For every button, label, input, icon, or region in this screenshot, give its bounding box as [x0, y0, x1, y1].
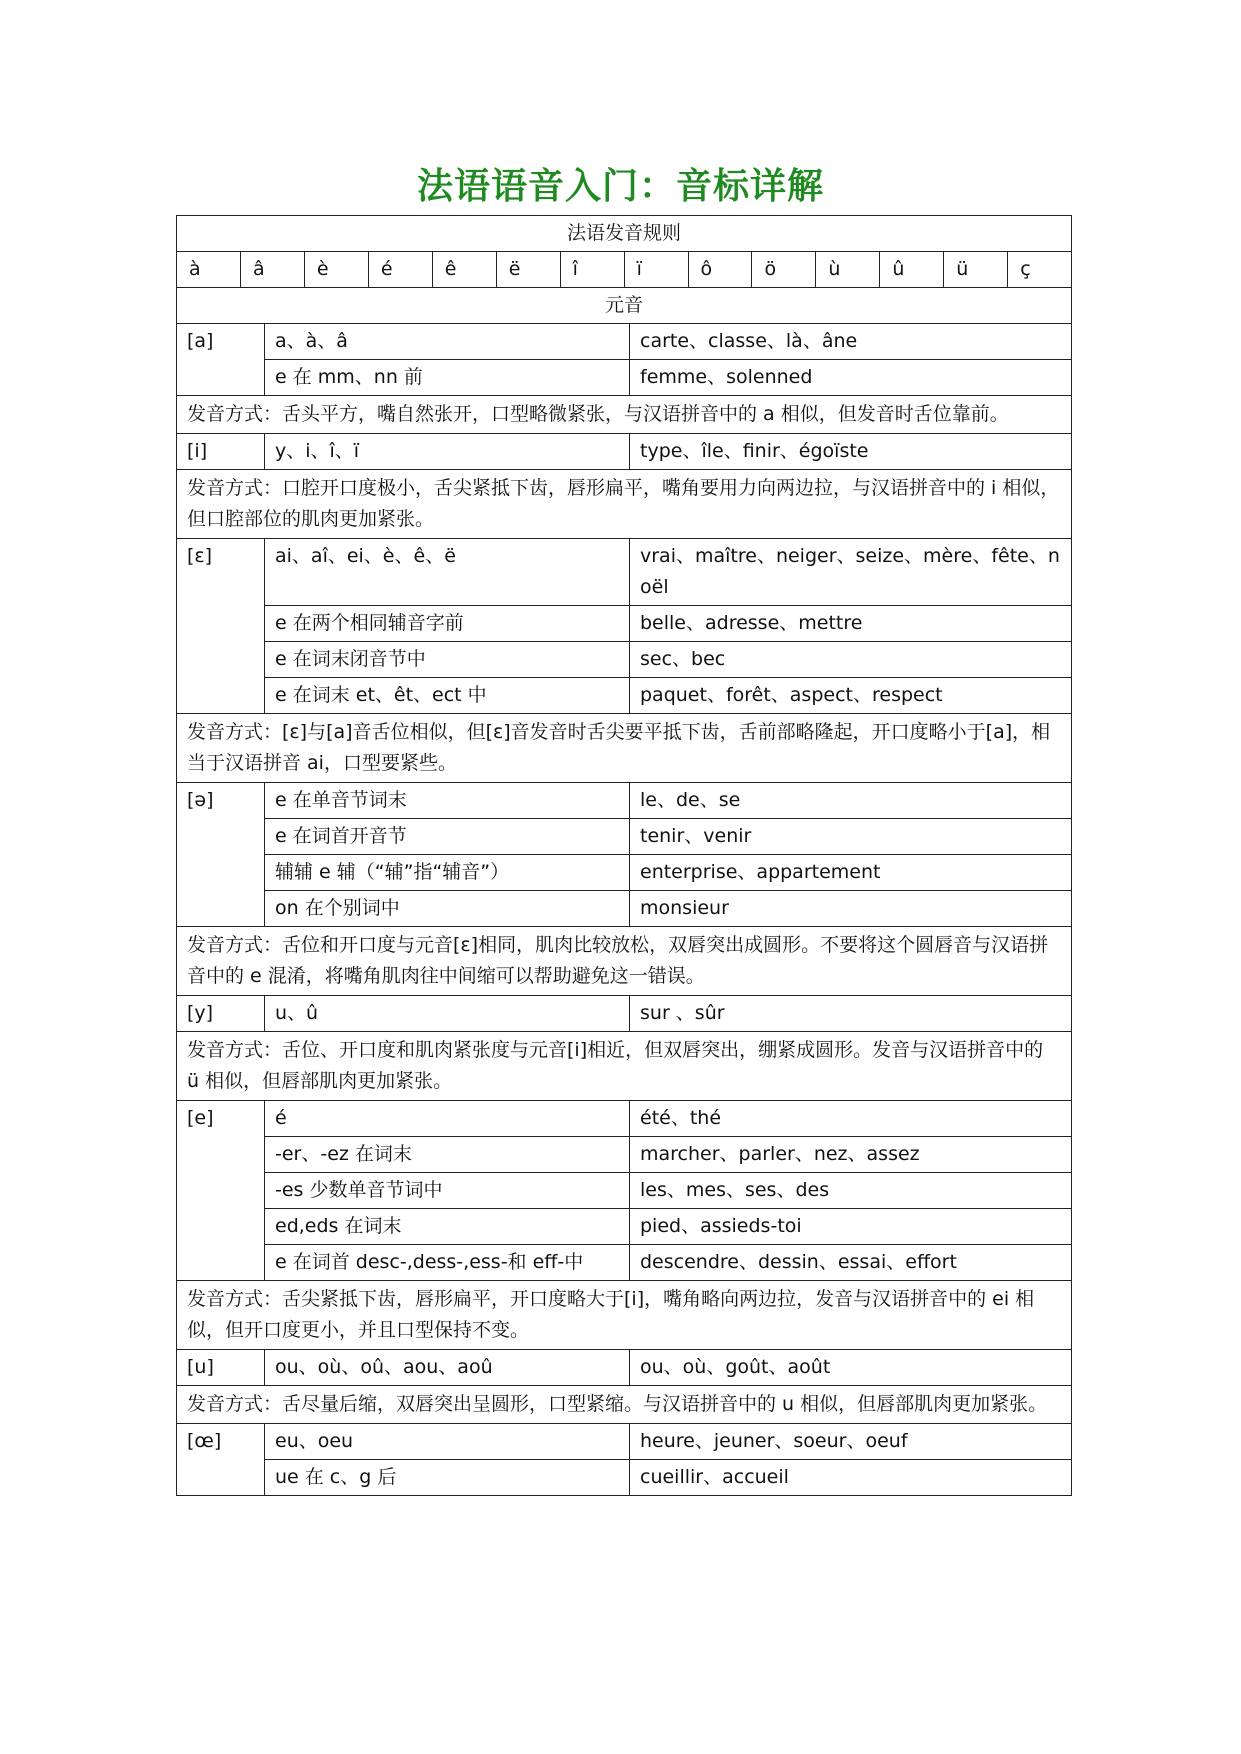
phonetic-symbol: [ə]	[177, 783, 265, 927]
spelling-rule: eu、oeu	[265, 1424, 630, 1460]
description-row	[177, 1386, 1072, 1424]
spelling-rule: ou、où、oû、aou、aoû	[265, 1350, 630, 1386]
table-row	[177, 434, 1072, 470]
example-words: enterprise、appartement	[630, 855, 1072, 891]
example-words: pied、assieds-toi	[630, 1209, 1072, 1245]
table-row	[177, 819, 1072, 855]
spelling-rule: e 在单音节词末	[265, 783, 630, 819]
table-row	[177, 1137, 1072, 1173]
accent-letter: ô	[689, 252, 753, 287]
table-row	[177, 1460, 1072, 1496]
example-words: carte、classe、là、âne	[630, 324, 1072, 360]
spelling-rule: -er、-ez 在词末	[265, 1137, 630, 1173]
example-words: le、de、se	[630, 783, 1072, 819]
accent-letter: ç	[1020, 258, 1031, 280]
table-row	[177, 1101, 1072, 1137]
accent-letter: ù	[816, 252, 880, 287]
spelling-rule: e 在词首 desc-,dess-,ess-和 eff-中	[265, 1245, 630, 1281]
spelling-rule: a、à、â	[265, 324, 630, 360]
example-words: femme、solenned	[630, 360, 1072, 396]
pronunciation-description: 发音方式：[ɛ]与[a]音舌位相似，但[ɛ]音发音时舌尖要平抵下齿，舌前部略隆起，开口度略小于[a]，相当于汉语拼音 ai，口型要紧些。	[177, 714, 1072, 783]
example-words: sur 、sûr	[630, 996, 1072, 1032]
phonetics-table-container	[176, 215, 1071, 1496]
spelling-rule: ed,eds 在词末	[265, 1209, 630, 1245]
accent-letter: è	[305, 252, 369, 287]
example-words: paquet、forêt、aspect、respect	[630, 678, 1072, 714]
description-row	[177, 927, 1072, 996]
table-row	[177, 642, 1072, 678]
spelling-rule: -es 少数单音节词中	[265, 1173, 630, 1209]
accent-letter: ë	[497, 252, 561, 287]
table-row	[177, 360, 1072, 396]
spelling-rule: e 在词末 et、êt、ect 中	[265, 678, 630, 714]
spelling-rule: e 在两个相同辅音字前	[265, 606, 630, 642]
spelling-rule: ai、aî、ei、è、ê、ë	[265, 539, 630, 606]
table-row	[177, 1245, 1072, 1281]
pronunciation-description: 发音方式：舌尖紧抵下齿，唇形扁平，开口度略大于[i]，嘴角略向两边拉，发音与汉语拼音中的 ei 相似，但开口度更小，并且口型保持不变。	[177, 1281, 1072, 1350]
spelling-rule: u、û	[265, 996, 630, 1032]
phonetic-symbol: [e]	[177, 1101, 265, 1281]
example-words: été、thé	[630, 1101, 1072, 1137]
example-words: monsieur	[630, 891, 1072, 927]
section-title: 元音	[177, 288, 1072, 324]
pronunciation-description: 发音方式：口腔开口度极小，舌尖紧抵下齿，唇形扁平，嘴角要用力向两边拉，与汉语拼音中的 i 相似，但口腔部位的肌肉更加紧张。	[177, 470, 1072, 539]
section-row	[177, 288, 1072, 324]
accents-row	[177, 252, 1072, 288]
table-row	[177, 891, 1072, 927]
description-row	[177, 1032, 1072, 1101]
phonetic-symbol: [œ]	[177, 1424, 265, 1496]
phonetics-table	[176, 215, 1072, 1496]
accent-letter: ü	[944, 252, 1008, 287]
table-row	[177, 783, 1072, 819]
spelling-rule: é	[265, 1101, 630, 1137]
accent-letter: é	[369, 252, 433, 287]
table-row	[177, 1424, 1072, 1460]
table-row	[177, 1173, 1072, 1209]
table-row	[177, 324, 1072, 360]
pronunciation-description: 发音方式：舌位、开口度和肌肉紧张度与元音[i]相近，但双唇突出，绷紧成圆形。发音与汉语拼音中的 ü 相似，但唇部肌肉更加紧张。	[177, 1032, 1072, 1101]
example-words: descendre、dessin、essai、effort	[630, 1245, 1072, 1281]
table-row	[177, 606, 1072, 642]
spelling-rule: ue 在 c、g 后	[265, 1460, 630, 1496]
accent-letter: ê	[433, 252, 497, 287]
table-row	[177, 1350, 1072, 1386]
example-words: belle、adresse、mettre	[630, 606, 1072, 642]
example-words: cueillir、accueil	[630, 1460, 1072, 1496]
spelling-rule: on 在个别词中	[265, 891, 630, 927]
example-words: sec、bec	[630, 642, 1072, 678]
phonetic-symbol: [ɛ]	[177, 539, 265, 714]
description-row	[177, 470, 1072, 539]
table-row	[177, 996, 1072, 1032]
table-header-row	[177, 216, 1072, 252]
description-row	[177, 396, 1072, 434]
description-row	[177, 1281, 1072, 1350]
example-words: tenir、venir	[630, 819, 1072, 855]
spelling-rule: 辅辅 e 辅（“辅”指“辅音”）	[265, 855, 630, 891]
spelling-rule: y、i、î、ï	[265, 434, 630, 470]
accent-letter: à	[177, 252, 241, 287]
table-row	[177, 539, 1072, 606]
example-words: heure、jeuner、soeur、oeuf	[630, 1424, 1072, 1460]
example-words: marcher、parler、nez、assez	[630, 1137, 1072, 1173]
example-words: les、mes、ses、des	[630, 1173, 1072, 1209]
pronunciation-description: 发音方式：舌尽量后缩，双唇突出呈圆形，口型紧缩。与汉语拼音中的 u 相似，但唇部肌肉更加紧张。	[177, 1386, 1072, 1424]
pronunciation-description: 发音方式：舌位和开口度与元音[ɛ]相同，肌肉比较放松，双唇突出成圆形。不要将这个圆唇音与汉语拼音中的 e 混淆，将嘴角肌肉往中间缩可以帮助避免这一错误。	[177, 927, 1072, 996]
example-words: ou、où、goût、août	[630, 1350, 1072, 1386]
table-header: 法语发音规则	[177, 216, 1072, 252]
table-row	[177, 855, 1072, 891]
spelling-rule: e 在 mm、nn 前	[265, 360, 630, 396]
accent-letter: î	[561, 252, 625, 287]
phonetic-symbol: [i]	[177, 434, 265, 470]
table-row	[177, 1209, 1072, 1245]
phonetic-symbol: [a]	[177, 324, 265, 396]
accent-letter: ö	[752, 252, 816, 287]
page-title: 法语语音入门：音标详解	[416, 165, 824, 207]
example-words: vrai、maître、neiger、seize、mère、fête、noël	[630, 539, 1072, 606]
description-row	[177, 714, 1072, 783]
accent-letter: â	[241, 252, 305, 287]
accent-letter: û	[880, 252, 944, 287]
accent-letter: ï	[625, 252, 689, 287]
pronunciation-description: 发音方式：舌头平方，嘴自然张开，口型略微紧张，与汉语拼音中的 a 相似，但发音时舌位靠前。	[177, 396, 1072, 434]
example-words: type、île、finir、égoïste	[630, 434, 1072, 470]
spelling-rule: e 在词首开音节	[265, 819, 630, 855]
accent-list	[177, 252, 1071, 287]
table-row	[177, 678, 1072, 714]
phonetic-symbol: [u]	[177, 1350, 265, 1386]
spelling-rule: e 在词末闭音节中	[265, 642, 630, 678]
phonetic-symbol: [y]	[177, 996, 265, 1032]
